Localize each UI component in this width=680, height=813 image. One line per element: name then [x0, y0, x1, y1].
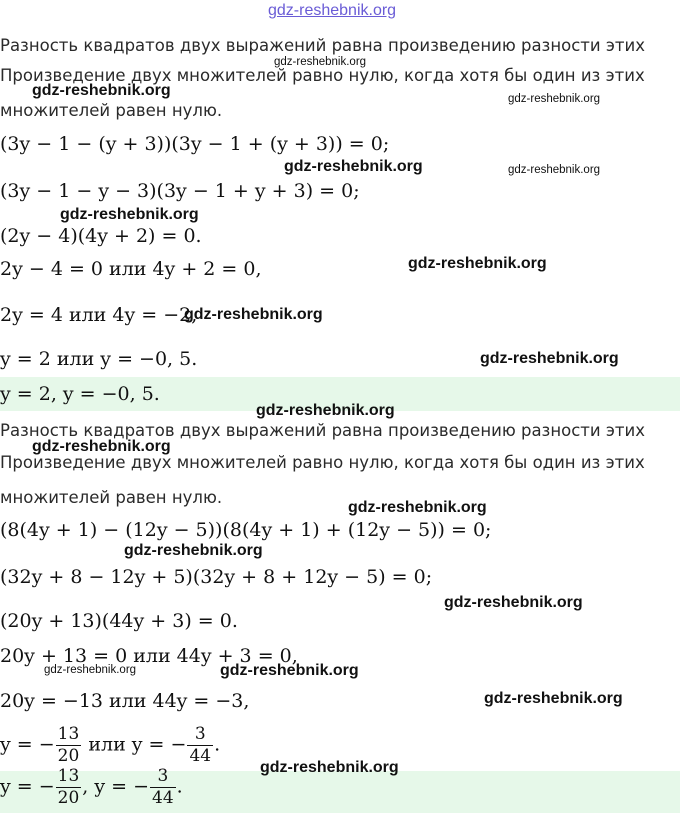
answer-mid: , y = −: [82, 775, 150, 798]
equation-3: (20y + 13)(44y + 3) = 0.: [0, 610, 238, 632]
equation-2: (32y + 8 − 12y + 5)(32y + 8 + 12y − 5) = 0;: [0, 566, 433, 588]
watermark: gdz-reshebnik.org: [508, 164, 601, 176]
denominator: 44: [152, 788, 174, 808]
explanation-line-1: Разность квадратов двух выражений равна произведению разности этих: [0, 36, 646, 55]
equation-5: 2y = 4 или 4y = −2,: [0, 304, 198, 326]
watermark: gdz-reshebnik.org: [480, 350, 619, 367]
watermark: gdz-reshebnik.org: [444, 594, 583, 611]
watermark: gdz-reshebnik.org: [256, 402, 395, 419]
watermark: gdz-reshebnik.org: [32, 82, 171, 99]
equation-5: 20y = −13 или 44y = −3,: [0, 690, 250, 712]
watermark: gdz-reshebnik.org: [508, 93, 601, 105]
explanation-line-1: Разность квадратов двух выражений равна произведению разности этих: [0, 421, 646, 440]
watermark-top[interactable]: gdz-reshebnik.org: [268, 2, 397, 19]
explanation-line-3: множителей равен нулю.: [0, 101, 223, 120]
equation-6-mid: или y = −: [82, 733, 187, 756]
watermark: gdz-reshebnik.org: [284, 158, 423, 175]
fraction: [56, 726, 82, 765]
numerator: 3: [187, 726, 213, 746]
answer-suffix: .: [176, 775, 183, 798]
explanation-line-3: множителей равен нулю.: [0, 488, 223, 507]
answer-line: y = 2, y = −0, 5.: [0, 383, 160, 405]
fraction: [56, 768, 82, 807]
watermark: gdz-reshebnik.org: [348, 499, 487, 516]
equation-1: (8(4y + 1) − (12y − 5))(8(4y + 1) + (12y − 5)) = 0;: [0, 519, 492, 541]
watermark: gdz-reshebnik.org: [260, 759, 399, 776]
watermark: gdz-reshebnik.org: [184, 306, 323, 323]
explanation-line-2: Произведение двух множителей равно нулю, когда хотя бы один из этих: [0, 66, 645, 85]
equation-6-suffix: .: [214, 733, 221, 756]
numerator: 3: [150, 768, 176, 788]
answer-prefix: y = −: [0, 775, 55, 798]
equation-4: 20y + 13 = 0 или 44y + 3 = 0,: [0, 645, 298, 667]
equation-1: (3y − 1 − (y + 3))(3y − 1 + (y + 3)) = 0;: [0, 133, 390, 155]
equation-3: (2y − 4)(4y + 2) = 0.: [0, 225, 202, 247]
denominator: 20: [57, 746, 80, 766]
explanation-line-2: Произведение двух множителей равно нулю, когда хотя бы один из этих: [0, 453, 645, 472]
denominator: 20: [57, 788, 80, 808]
equation-4: 2y − 4 = 0 или 4y + 2 = 0,: [0, 258, 262, 280]
fraction: [150, 768, 176, 807]
watermark: gdz-reshebnik.org: [408, 255, 547, 272]
equation-6-prefix: y = −: [0, 733, 55, 756]
watermark: gdz-reshebnik.org: [274, 56, 367, 68]
numerator: 13: [57, 724, 80, 744]
watermark: gdz-reshebnik.org: [484, 690, 623, 707]
denominator: 44: [189, 746, 212, 766]
watermark: gdz-reshebnik.org: [124, 542, 263, 559]
watermark: gdz-reshebnik.org: [60, 206, 199, 223]
watermark: gdz-reshebnik.org: [44, 664, 137, 676]
equation-6: [0, 726, 220, 765]
answer-line: [0, 768, 183, 807]
watermark: gdz-reshebnik.org: [220, 662, 359, 679]
equation-6: y = 2 или y = −0, 5.: [0, 348, 198, 370]
watermark: gdz-reshebnik.org: [32, 438, 171, 455]
fraction: [187, 726, 213, 765]
numerator: 13: [57, 766, 80, 786]
equation-2: (3y − 1 − y − 3)(3y − 1 + y + 3) = 0;: [0, 180, 360, 202]
